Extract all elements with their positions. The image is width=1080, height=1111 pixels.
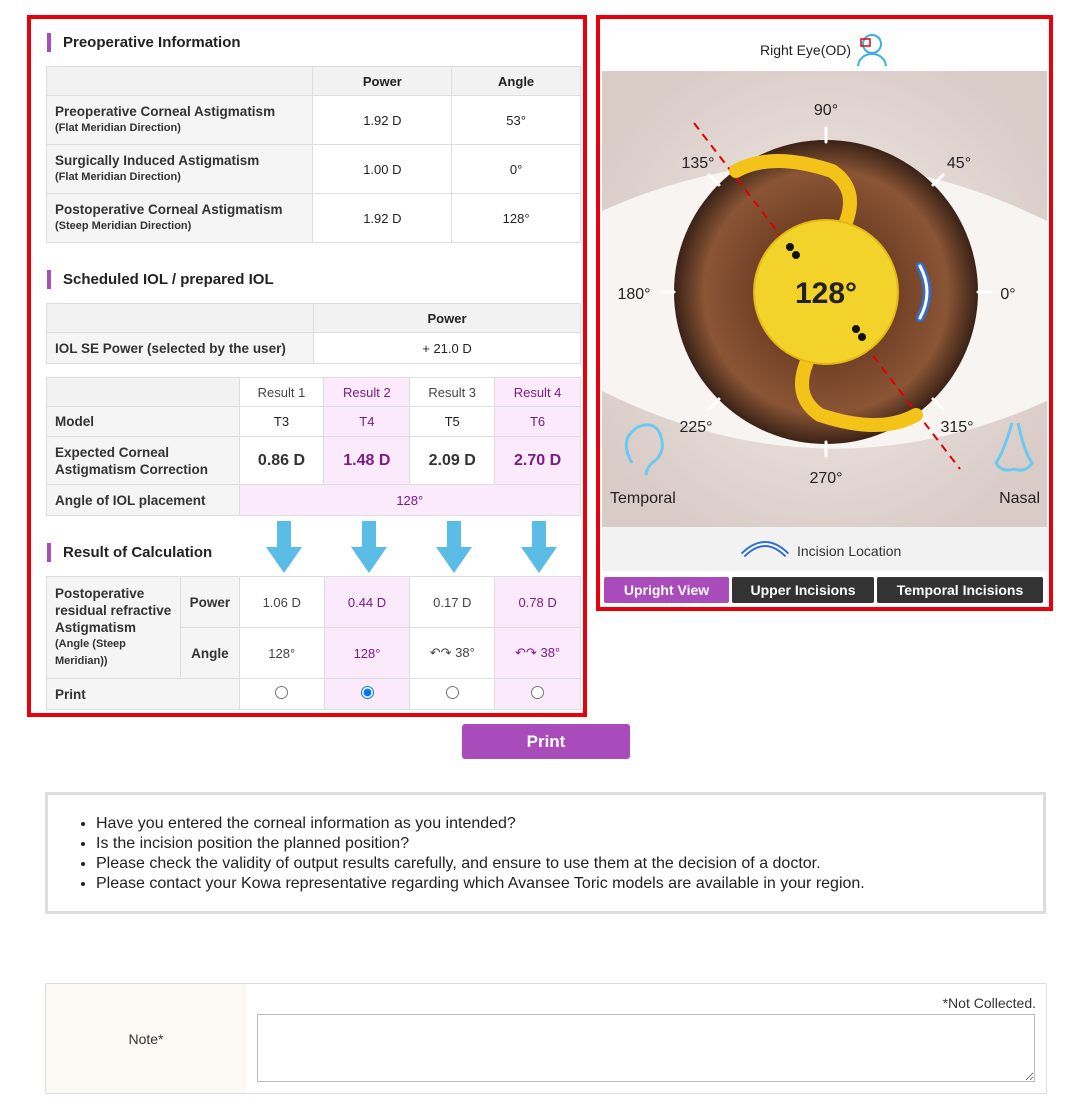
result-header-1: Result 1	[239, 378, 324, 407]
section-title-preop: Preoperative Information	[47, 33, 241, 52]
iol-table	[46, 303, 581, 364]
incision-legend	[602, 527, 1047, 571]
incision-location-label: Incision Location	[797, 543, 902, 559]
tab-upright-view[interactable]: Upright View	[604, 577, 729, 603]
value-power: 1.92 D	[313, 194, 452, 243]
notice-item: • Please check the validity of output results carefully, and ensure to use them at the decision of a doctor.	[96, 854, 1043, 874]
calc-power-label: Power	[180, 577, 239, 628]
calc-power-4: 0.78 D	[495, 577, 581, 628]
row-label: Preoperative Corneal Astigmatism	[55, 104, 276, 119]
rotate-icon: ↶↷	[515, 645, 537, 660]
calc-power-1: 1.06 D	[239, 577, 324, 628]
patient-head-icon	[855, 31, 889, 67]
correction-1: 0.86 D	[239, 437, 324, 485]
col-power: Power	[314, 304, 581, 333]
calc-angle-4: 38°	[540, 645, 561, 660]
model-label: Model	[47, 407, 240, 437]
model-1: T3	[239, 407, 324, 437]
table-row	[47, 96, 581, 145]
calc-power-3: 0.17 D	[410, 577, 495, 628]
value-angle: 53°	[452, 96, 581, 145]
deg-0: 0°	[1000, 286, 1016, 303]
model-2: T4	[324, 407, 410, 437]
angle-placement-label: Angle of IOL placement	[47, 485, 240, 516]
row-sublabel: (Flat Meridian Direction)	[55, 171, 181, 183]
residual-sublabel: (Angle (Steep Meridian))	[55, 638, 126, 667]
row-label: Postoperative Corneal Astigmatism	[55, 202, 283, 217]
print-radio-1[interactable]	[275, 686, 288, 699]
arrow-down-icon	[521, 521, 557, 573]
table-row	[47, 145, 581, 194]
deg-135: 135°	[681, 155, 715, 172]
note-label: Note*	[46, 984, 246, 1093]
nasal-label: Nasal	[999, 490, 1040, 507]
correction-2: 1.48 D	[324, 437, 410, 485]
angle-placement-value: 128°	[239, 485, 580, 516]
results-table	[46, 377, 581, 516]
notice-item: • Please contact your Kowa representative regarding which Avansee Toric models are available in your region.	[96, 874, 1043, 894]
incision-location-icon	[740, 537, 790, 559]
correction-label: Expected Corneal Astigmatism Correction	[47, 437, 240, 485]
print-radio-2[interactable]	[361, 686, 374, 699]
note-textarea[interactable]	[257, 1014, 1035, 1082]
eye-title: Right Eye(OD)	[760, 42, 852, 58]
print-button[interactable]: Print	[462, 724, 630, 759]
deg-225: 225°	[679, 419, 713, 436]
center-angle: 128°	[794, 277, 858, 310]
value-power: 1.00 D	[313, 145, 452, 194]
temporal-label: Temporal	[610, 490, 676, 507]
col-power: Power	[313, 67, 452, 96]
row-sublabel: (Flat Meridian Direction)	[55, 122, 181, 134]
section-title-calc: Result of Calculation	[47, 543, 212, 562]
value-power: 1.92 D	[313, 96, 452, 145]
eye-diagram	[602, 71, 1047, 527]
residual-label: Postoperative residual refractive Astigmatism	[55, 586, 172, 635]
notice-item: • Is the incision position the planned position?	[96, 834, 1043, 854]
deg-270: 270°	[809, 470, 843, 487]
calc-angle-3: 38°	[455, 645, 475, 660]
print-radio-3[interactable]	[446, 686, 459, 699]
calc-power-2: 0.44 D	[324, 577, 410, 628]
calc-angle-1: 128°	[239, 628, 324, 679]
iol-se-label: IOL SE Power (selected by the user)	[47, 333, 314, 364]
value-angle: 0°	[452, 145, 581, 194]
arrow-down-icon	[351, 521, 387, 573]
notice-item: • Have you entered the corneal information as you intended?	[96, 814, 1043, 834]
deg-315: 315°	[940, 419, 974, 436]
deg-45: 45°	[946, 155, 972, 172]
section-title-iol: Scheduled IOL / prepared IOL	[47, 270, 274, 289]
print-radio-4[interactable]	[531, 686, 544, 699]
notice-box	[45, 792, 1046, 914]
note-section	[45, 983, 1047, 1094]
tab-temporal-incisions[interactable]: Temporal Incisions	[877, 577, 1043, 603]
row-label: Surgically Induced Astigmatism	[55, 153, 260, 168]
rotate-icon: ↶↷	[429, 645, 452, 660]
calc-angle-label: Angle	[180, 628, 239, 679]
eye-diagram-panel	[596, 15, 1053, 611]
calculation-panel	[27, 15, 587, 717]
model-3: T5	[410, 407, 495, 437]
deg-90: 90°	[813, 102, 839, 119]
model-4: T6	[495, 407, 581, 437]
iol-se-value: + 21.0 D	[314, 333, 581, 364]
calc-table	[46, 576, 581, 710]
value-angle: 128°	[452, 194, 581, 243]
arrow-down-icon	[436, 521, 472, 573]
row-sublabel: (Steep Meridian Direction)	[55, 220, 192, 232]
result-header-2: Result 2	[324, 378, 410, 407]
print-row-label: Print	[47, 679, 240, 710]
preop-table	[46, 66, 581, 243]
result-header-4: Result 4	[495, 378, 581, 407]
correction-4: 2.70 D	[495, 437, 581, 485]
table-row	[47, 194, 581, 243]
arrow-down-icon	[266, 521, 302, 573]
note-hint: *Not Collected.	[942, 995, 1036, 1011]
tab-upper-incisions[interactable]: Upper Incisions	[732, 577, 874, 603]
deg-180: 180°	[617, 286, 651, 303]
correction-3: 2.09 D	[410, 437, 495, 485]
col-angle: Angle	[452, 67, 581, 96]
result-header-3: Result 3	[410, 378, 495, 407]
calc-angle-2: 128°	[324, 628, 410, 679]
